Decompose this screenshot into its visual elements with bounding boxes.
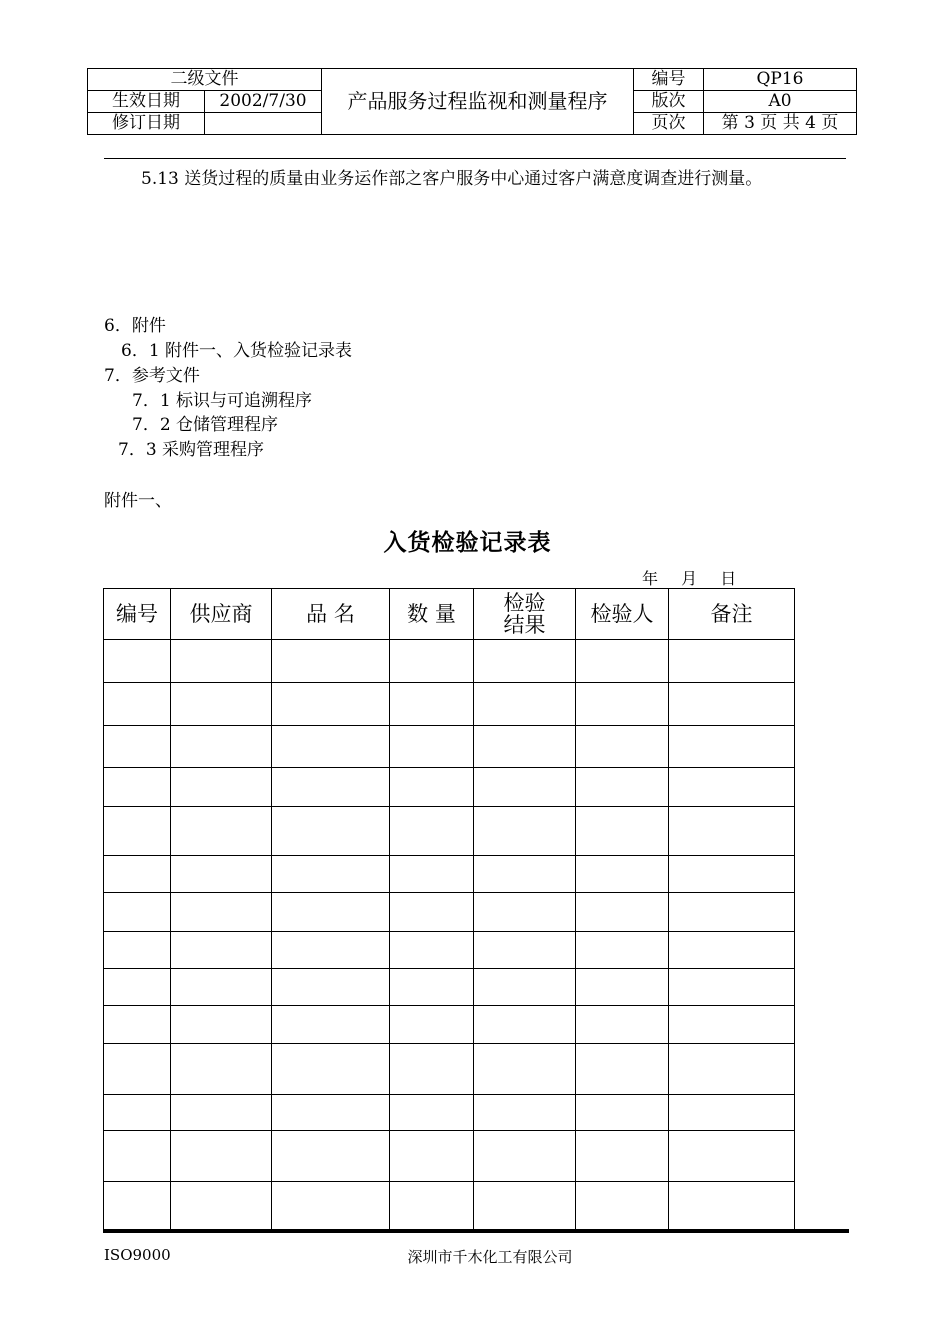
table-cell: [390, 969, 474, 1006]
table-cell: [669, 1044, 795, 1095]
table-cell: [576, 932, 669, 969]
table-cell: [171, 807, 272, 856]
table-row: [104, 640, 795, 683]
footer-standard: ISO9000: [104, 1246, 171, 1264]
section-6-1: 6．1 附件一、入货检验记录表: [121, 341, 353, 361]
table-cell: [390, 1044, 474, 1095]
table-cell: [669, 932, 795, 969]
table-cell: [576, 640, 669, 683]
section-6-heading: 6．附件: [104, 316, 166, 336]
column-header: [272, 589, 390, 640]
table-cell: [669, 1095, 795, 1131]
table-cell: [576, 969, 669, 1006]
table-cell: [104, 932, 171, 969]
effective-date-label: 生效日期: [88, 91, 205, 113]
table-row: [104, 1044, 795, 1095]
table-cell: [390, 683, 474, 726]
table-cell: [669, 969, 795, 1006]
table-cell: [272, 640, 390, 683]
column-header: [171, 589, 272, 640]
table-cell: [474, 1006, 576, 1044]
table-row: [104, 683, 795, 726]
table-cell: [474, 932, 576, 969]
section-7-1: 7．1 标识与可追溯程序: [132, 391, 313, 411]
table-cell: [390, 893, 474, 932]
table-cell: [104, 1095, 171, 1131]
table-cell: [171, 1182, 272, 1231]
table-cell: [474, 683, 576, 726]
table-cell: [474, 640, 576, 683]
table-cell: [474, 893, 576, 932]
table-row: [104, 1131, 795, 1182]
section-7-2: 7．2 仓储管理程序: [132, 415, 279, 435]
column-header-line: 检验: [503, 591, 546, 615]
table-cell: [669, 768, 795, 807]
doc-level-label: 二级文件: [88, 69, 322, 91]
table-cell: [669, 1131, 795, 1182]
revision-date-label: 修订日期: [88, 113, 205, 135]
table-row: [104, 1095, 795, 1131]
table-row: [104, 932, 795, 969]
table-cell: [669, 1006, 795, 1044]
table-cell: [576, 1131, 669, 1182]
column-header-line: 编号: [116, 602, 158, 626]
table-cell: [171, 932, 272, 969]
table-row: [104, 807, 795, 856]
table-cell: [576, 856, 669, 893]
table-cell: [171, 1131, 272, 1182]
table-cell: [474, 1182, 576, 1231]
version-label: 版次: [634, 91, 704, 113]
table-row: [104, 969, 795, 1006]
table-cell: [272, 807, 390, 856]
table-cell: [104, 1182, 171, 1231]
date-day-label: 日: [720, 569, 737, 588]
table-cell: [390, 1006, 474, 1044]
table-header-row: [104, 589, 795, 640]
code-label: 编号: [634, 69, 704, 91]
form-title: 入货检验记录表: [383, 529, 552, 556]
table-cell: [390, 932, 474, 969]
table-cell: [104, 1131, 171, 1182]
table-row: [104, 893, 795, 932]
table-cell: [390, 1095, 474, 1131]
table-row: [104, 768, 795, 807]
table-cell: [576, 768, 669, 807]
table-cell: [272, 856, 390, 893]
table-cell: [272, 1131, 390, 1182]
table-cell: [104, 1006, 171, 1044]
page-value: 第 3 页 共 4 页: [704, 113, 857, 135]
table-cell: [104, 807, 171, 856]
table-cell: [272, 969, 390, 1006]
column-header: [390, 589, 474, 640]
table-cell: [272, 768, 390, 807]
column-header-line: 品 名: [306, 602, 355, 626]
code-value: QP16: [704, 69, 857, 91]
table-cell: [669, 683, 795, 726]
attachment-label: 附件一、: [104, 491, 172, 511]
table-cell: [669, 893, 795, 932]
column-header: [669, 589, 795, 640]
table-cell: [171, 1006, 272, 1044]
table-cell: [576, 726, 669, 768]
table-cell: [272, 683, 390, 726]
table-cell: [576, 1095, 669, 1131]
column-header-line: 结果: [503, 613, 546, 637]
table-cell: [171, 893, 272, 932]
column-header-line: 数 量: [407, 602, 456, 626]
table-cell: [390, 768, 474, 807]
form-date-line: [642, 566, 754, 589]
table-cell: [390, 856, 474, 893]
column-header: [576, 589, 669, 640]
table-cell: [474, 1131, 576, 1182]
table-cell: [272, 1182, 390, 1231]
column-header-line: 备注: [710, 602, 753, 626]
table-cell: [272, 1095, 390, 1131]
table-cell: [171, 683, 272, 726]
page-label: 页次: [634, 113, 704, 135]
table-cell: [104, 683, 171, 726]
table-cell: [474, 856, 576, 893]
table-cell: [272, 932, 390, 969]
table-cell: [669, 856, 795, 893]
table-row: [104, 1182, 795, 1231]
column-header-line: 供应商: [189, 602, 253, 626]
table-cell: [669, 1182, 795, 1231]
table-cell: [272, 1006, 390, 1044]
table-cell: [474, 768, 576, 807]
table-cell: [474, 807, 576, 856]
table-cell: [104, 640, 171, 683]
footer-company: 深圳市千木化工有限公司: [407, 1248, 573, 1266]
table-cell: [474, 1044, 576, 1095]
revision-date-value: [205, 113, 322, 135]
table-cell: [171, 856, 272, 893]
table-cell: [474, 969, 576, 1006]
table-cell: [104, 969, 171, 1006]
table-row: [104, 1006, 795, 1044]
paragraph-5-13: 5.13 送货过程的质量由业务运作部之客户服务中心通过客户满意度调查进行测量。: [141, 169, 763, 189]
table-cell: [104, 726, 171, 768]
table-cell: [104, 1044, 171, 1095]
table-cell: [104, 768, 171, 807]
table-cell: [171, 1095, 272, 1131]
table-cell: [272, 726, 390, 768]
date-year-label: 年: [642, 569, 659, 588]
footer-divider: [103, 1229, 849, 1233]
table-cell: [104, 893, 171, 932]
column-header-line: 检验人: [590, 602, 654, 626]
version-value: A0: [704, 91, 857, 113]
table-cell: [576, 807, 669, 856]
table-cell: [171, 1044, 272, 1095]
column-header: [474, 589, 576, 640]
table-cell: [272, 893, 390, 932]
table-cell: [669, 726, 795, 768]
table-cell: [390, 726, 474, 768]
inspection-record-table: [103, 588, 795, 1231]
table-cell: [474, 726, 576, 768]
table-cell: [390, 1131, 474, 1182]
table-cell: [171, 969, 272, 1006]
table-cell: [576, 1006, 669, 1044]
section-7-heading: 7．参考文件: [104, 366, 200, 386]
doc-title: 产品服务过程监视和测量程序: [322, 69, 634, 135]
table-cell: [272, 1044, 390, 1095]
table-cell: [669, 807, 795, 856]
table-cell: [171, 726, 272, 768]
table-cell: [576, 683, 669, 726]
table-cell: [474, 1095, 576, 1131]
table-row: [104, 856, 795, 893]
table-cell: [171, 768, 272, 807]
table-cell: [171, 640, 272, 683]
effective-date-value: 2002/7/30: [205, 91, 322, 113]
column-header: [104, 589, 171, 640]
table-cell: [576, 893, 669, 932]
table-cell: [390, 807, 474, 856]
table-cell: [669, 640, 795, 683]
table-cell: [390, 1182, 474, 1231]
table-cell: [576, 1044, 669, 1095]
table-cell: [104, 856, 171, 893]
section-7-3: 7．3 采购管理程序: [118, 440, 265, 460]
table-cell: [576, 1182, 669, 1231]
document-header-table: [87, 68, 857, 135]
table-row: [104, 726, 795, 768]
header-divider: [104, 158, 846, 159]
date-month-label: 月: [681, 569, 698, 588]
table-cell: [390, 640, 474, 683]
